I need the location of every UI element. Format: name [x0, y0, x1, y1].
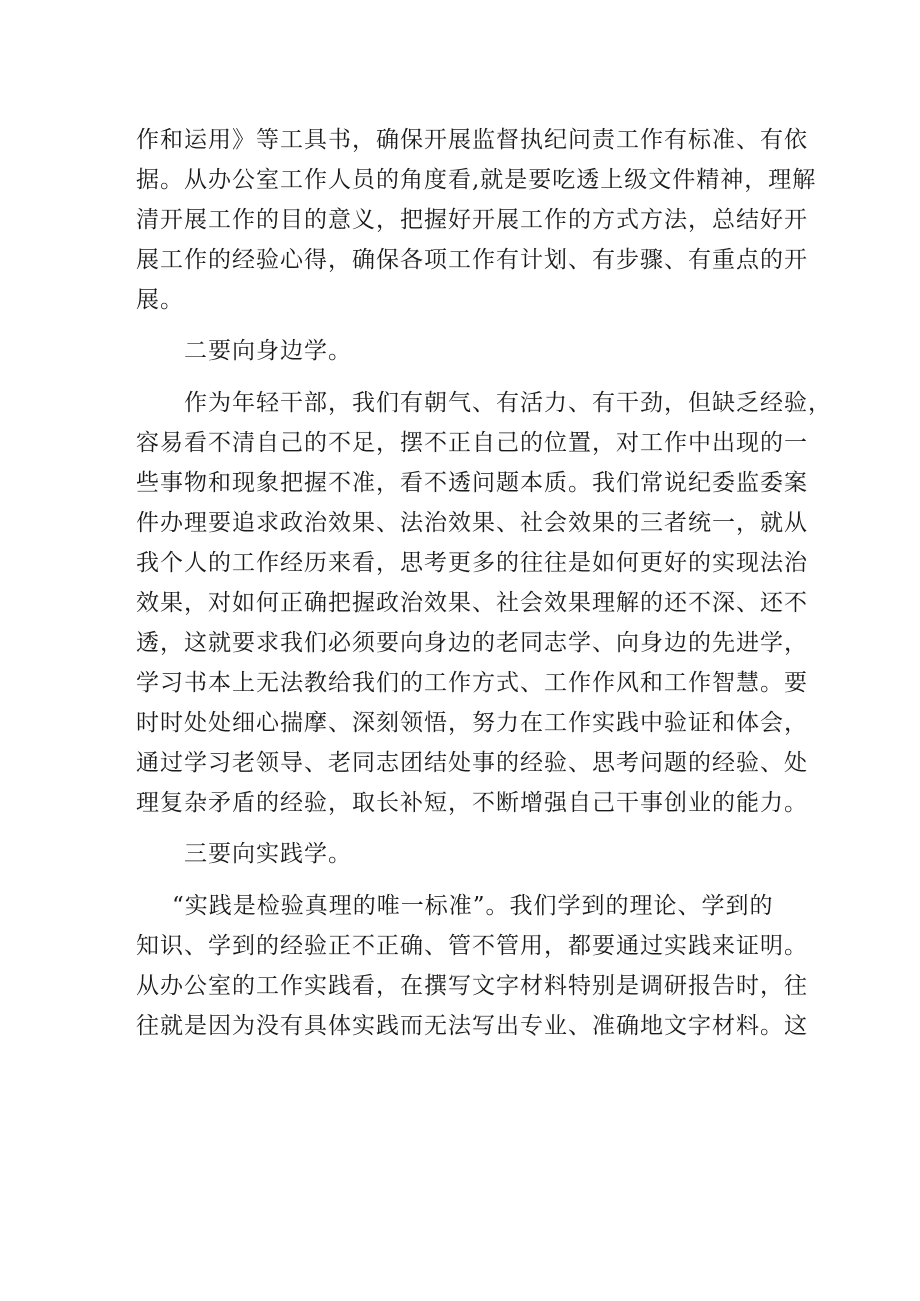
paragraph-line: 据。从办公室工作人员的角度看,就是要吃透上级文件精神，理解 [136, 167, 817, 193]
section-heading: 三要向实践学。 [184, 841, 352, 867]
paragraph-line: 学习书本上无法教给我们的工作方式、工作作风和工作智慧。要 [136, 670, 808, 696]
paragraph-line: 透，这就要求我们必须要向身边的老同志学、向身边的先进学， [136, 630, 808, 656]
paragraph-line: 从办公室的工作实践看，在撰写文字材料特别是调研报告时，往 [136, 973, 808, 999]
paragraph-line: 容易看不清自己的不足，摆不正自己的位置，对工作中出现的一 [136, 430, 808, 456]
paragraph-line: 时时处处细心揣摩、深刻领悟，努力在工作实践中验证和体会， [136, 710, 808, 736]
paragraph-line: 件办理要追求政治效果、法治效果、社会效果的三者统一，就从 [136, 510, 808, 536]
paragraph-line: 我个人的工作经历来看，思考更多的往往是如何更好的实现法治 [136, 550, 808, 576]
paragraph-line: 通过学习老领导、老同志团结处事的经验、思考问题的经验、处 [136, 750, 808, 776]
paragraph-line: 清开展工作的目的意义，把握好开展工作的方式方法，总结好开 [136, 207, 808, 233]
paragraph-line: 往就是因为没有具体实践而无法写出专业、准确地文字材料。这 [136, 1013, 808, 1039]
paragraph-line: 展工作的经验心得，确保各项工作有计划、有步骤、有重点的开 [136, 247, 808, 273]
paragraph-line: 作和运用》等工具书，确保开展监督执纪问责工作有标准、有依 [136, 127, 808, 153]
section-heading: 二要向身边学。 [184, 338, 352, 364]
paragraph-line: 理复杂矛盾的经验，取长补短，不断增强自己干事创业的能力。 [136, 790, 808, 816]
paragraph-line: 作为年轻干部，我们有朝气、有活力、有干劲，但缺乏经验， [184, 390, 832, 416]
paragraph-line: “实践是检验真理的唯一标准”。我们学到的理论、学到的 [172, 893, 774, 919]
paragraph-line: 效果，对如何正确把握政治效果、社会效果理解的还不深、还不 [136, 590, 808, 616]
paragraph-line: 知识、学到的经验正不正确、管不管用，都要通过实践来证明。 [136, 933, 808, 959]
paragraph-line: 展。 [136, 287, 184, 313]
paragraph-line: 些事物和现象把握不准，看不透问题本质。我们常说纪委监委案 [136, 470, 808, 496]
